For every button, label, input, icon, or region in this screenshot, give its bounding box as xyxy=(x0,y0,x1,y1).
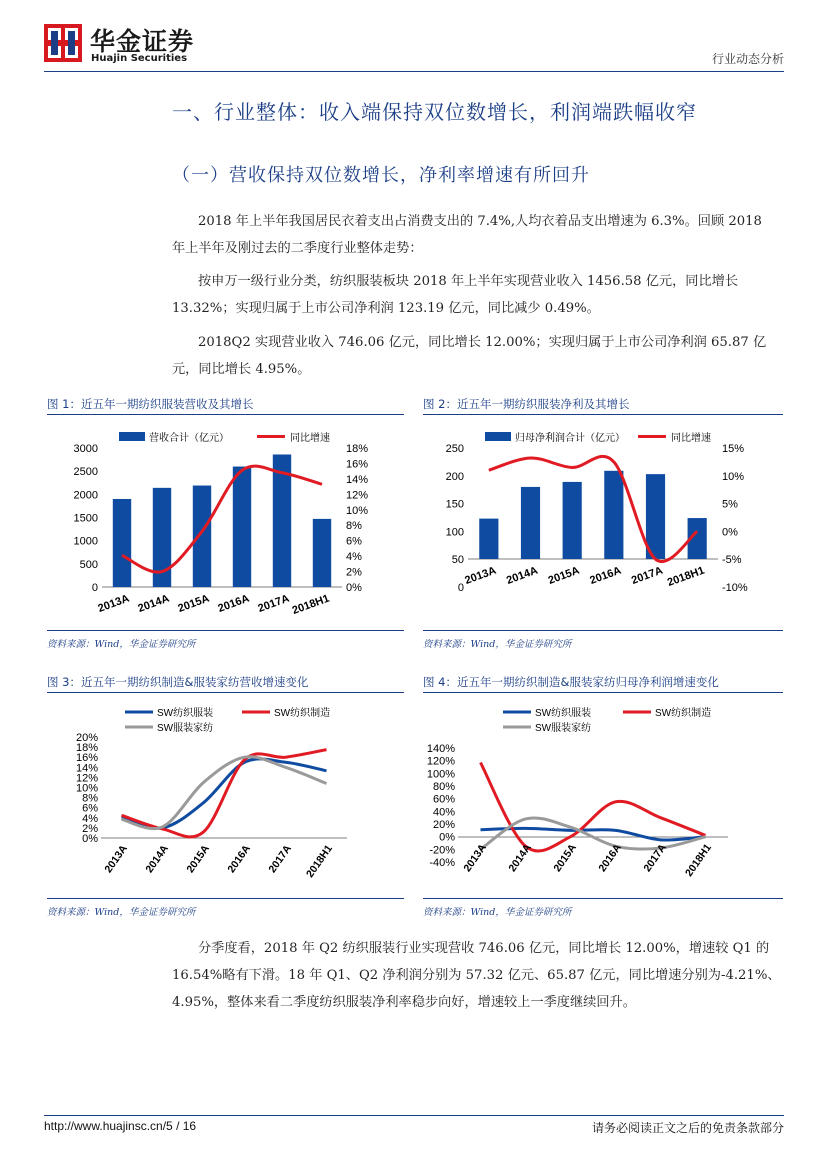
figure-1-source: 资料来源：Wind，华金证券研究所 xyxy=(47,639,196,650)
footer-disclaimer: 请务必阅读正文之后的免责条款部分 xyxy=(591,1121,784,1135)
category-label: 2016A xyxy=(588,564,623,587)
y-tick-label: 2% xyxy=(82,822,98,835)
figure-2-source: 资料来源：Wind，华金证券研究所 xyxy=(423,639,572,650)
left-tick-label: 50 xyxy=(451,554,464,567)
y-tick-label: 20% xyxy=(432,819,455,831)
left-tick-label: 0 xyxy=(457,582,464,594)
figure-4-rule xyxy=(423,692,783,693)
paragraph-line: 2018Q2 实现营业收入 746.06 亿元，同比增长 12.00%；实现归属于上市公司净利润 65.87 亿 xyxy=(198,335,767,350)
category-label: 2016A xyxy=(596,841,624,875)
y-tick-label: 4% xyxy=(82,812,98,825)
bar-2018H1 xyxy=(313,519,331,587)
right-tick-label: 6% xyxy=(346,535,362,548)
figure-2-chart xyxy=(423,418,783,628)
category-label: 2015A xyxy=(546,564,582,587)
page-header xyxy=(44,22,784,70)
legend-bar-swatch xyxy=(485,432,511,441)
paragraph-line: 2018 年上半年我国居民衣着支出占消费支出的 7.4%,人均衣着品支出增速为 6.3%。回顾 2018 xyxy=(198,214,762,229)
y-tick-label: 80% xyxy=(432,781,455,793)
category-label: 2015A xyxy=(184,842,212,876)
legend-label: SW纺织制造 xyxy=(274,708,331,719)
paragraph-line: 16.54%略有下滑。18 年 Q1、Q2 净利润分别为 57.32 亿元、65.87 亿元，同比增速分别为-4.21%、 xyxy=(172,968,781,983)
growth-line xyxy=(122,466,322,572)
legend-label: SW纺织服装 xyxy=(535,708,592,719)
section-heading: 一、行业整体：收入端保持双位数增长，利润端跌幅收窄 xyxy=(172,100,697,124)
legend-label: SW服装家纺 xyxy=(535,723,592,734)
right-tick-label: 0% xyxy=(722,526,738,539)
category-label: 2017A xyxy=(256,592,292,615)
right-tick-label: 4% xyxy=(346,551,362,564)
bar-2015A xyxy=(193,486,211,587)
figure-3-rule xyxy=(47,692,404,693)
bar-2016A xyxy=(233,467,251,587)
category-label: 2018H1 xyxy=(683,841,714,879)
y-tick-label: 60% xyxy=(432,793,455,806)
right-tick-label: 16% xyxy=(346,458,369,471)
figure-2-bottom-rule xyxy=(423,630,783,631)
category-label: 2013A xyxy=(461,841,489,875)
category-label: 2017A xyxy=(629,564,665,587)
category-label: 2015A xyxy=(551,841,579,875)
category-label: 2016A xyxy=(216,592,252,615)
left-tick-label: 2000 xyxy=(73,489,98,502)
category-label: 2014A xyxy=(136,592,172,615)
category-label: 2013A xyxy=(463,564,498,587)
figure-3-title: 图 3：近五年一期纺织制造&服装家纺营收增速变化 xyxy=(47,675,309,689)
paragraph-line: 按申万一级行业分类，纺织服装板块 2018 年上半年实现营业收入 1456.58 亿元，同比增长 xyxy=(198,274,739,289)
category-label: 2014A xyxy=(143,842,171,876)
y-tick-label: 12% xyxy=(75,772,98,785)
legend-line-label: 同比增速 xyxy=(671,433,711,444)
header-divider xyxy=(44,71,784,72)
paragraph-line: 4.95%，整体来看二季度纺织服装净利率稳步向好，增速较上一季度继续回升。 xyxy=(172,995,636,1010)
paragraph-1 xyxy=(172,208,784,262)
left-tick-label: 2500 xyxy=(73,466,98,479)
left-tick-label: 100 xyxy=(445,526,464,539)
right-tick-label: 10% xyxy=(346,504,369,517)
right-tick-label: 10% xyxy=(722,470,745,483)
y-tick-label: 20% xyxy=(75,732,98,744)
left-tick-label: 250 xyxy=(445,443,464,455)
right-tick-label: 15% xyxy=(722,443,745,455)
y-tick-label: 40% xyxy=(432,806,455,819)
paragraph-line: 13.32%；实现归属于上市公司净利润 123.19 亿元，同比减少 0.49%。 xyxy=(172,301,600,316)
y-tick-label: 6% xyxy=(82,802,98,815)
left-tick-label: 3000 xyxy=(73,443,98,455)
figure-2-rule xyxy=(423,414,783,415)
right-tick-label: -5% xyxy=(722,554,742,567)
legend-bar-swatch xyxy=(119,432,145,441)
paragraph-line: 年上半年及刚过去的二季度行业整体走势： xyxy=(172,241,423,256)
left-tick-label: 500 xyxy=(79,558,98,571)
left-tick-label: 1500 xyxy=(73,512,98,525)
category-label: 2014A xyxy=(506,841,534,875)
right-tick-label: 12% xyxy=(346,489,369,502)
figure-1-rule xyxy=(47,414,404,415)
bar-2013A xyxy=(113,499,131,587)
y-tick-label: -20% xyxy=(429,844,455,857)
figure-3-source: 资料来源：Wind，华金证券研究所 xyxy=(47,907,196,918)
category-label: 2013A xyxy=(102,842,130,876)
figure-2-title: 图 2：近五年一期纺织服装净利及其增长 xyxy=(423,397,630,411)
huajin-logo-icon xyxy=(44,24,82,62)
y-tick-label: 16% xyxy=(75,752,98,765)
bar-2015A xyxy=(563,482,582,559)
y-tick-label: 8% xyxy=(82,792,98,805)
category-label: 2017A xyxy=(641,841,669,875)
left-tick-label: 0 xyxy=(91,582,98,594)
brand-name-en: Huajin Securities xyxy=(91,53,188,64)
paragraph-3 xyxy=(172,329,784,383)
bar-2016A xyxy=(604,471,623,559)
brand-name-cn: 华金证券 xyxy=(90,27,195,56)
category-label: 2016A xyxy=(225,842,253,876)
right-tick-label: 14% xyxy=(346,473,369,486)
figure-3-chart xyxy=(47,696,404,896)
legend-label: SW服装家纺 xyxy=(157,723,214,734)
legend-bar-label: 营收合计（亿元） xyxy=(149,433,229,444)
paragraph-line: 元，同比增长 4.95%。 xyxy=(172,362,311,377)
category-label: 2018H1 xyxy=(290,592,332,618)
legend-bar-label: 归母净利润合计（亿元） xyxy=(515,433,625,444)
right-tick-label: 2% xyxy=(346,566,362,579)
category-label: 2018H1 xyxy=(304,842,335,880)
right-tick-label: 0% xyxy=(346,582,362,594)
right-tick-label: 8% xyxy=(346,520,362,533)
category-label: 2013A xyxy=(96,592,132,615)
figure-4-source: 资料来源：Wind，华金证券研究所 xyxy=(423,907,572,918)
figure-4-chart xyxy=(423,696,783,896)
category-label: 2017A xyxy=(266,842,294,876)
paragraph-line: 分季度看，2018 年 Q2 纺织服装行业实现营收 746.06 亿元，同比增长 12.00%，增速较 Q1 的 xyxy=(198,941,770,956)
figure-1-title: 图 1：近五年一期纺织服装营收及其增长 xyxy=(47,397,254,411)
right-tick-label: 18% xyxy=(346,443,369,455)
figure-3-bottom-rule xyxy=(47,898,404,899)
y-tick-label: 140% xyxy=(426,743,455,755)
figure-1-chart xyxy=(47,418,404,628)
bar-2014A xyxy=(521,487,540,559)
y-tick-label: 0% xyxy=(439,831,455,844)
subsection-heading: （一）营收保持双位数增长，净利率增速有所回升 xyxy=(172,165,590,186)
growth-line xyxy=(489,456,697,561)
y-tick-label: 10% xyxy=(75,782,98,795)
left-tick-label: 1000 xyxy=(73,535,98,548)
figure-1-bottom-rule xyxy=(47,630,404,631)
y-tick-label: 120% xyxy=(426,755,455,768)
footer-url-page[interactable]: http://www.huajinsc.cn/5 / 16 xyxy=(44,1119,197,1133)
paragraph-2 xyxy=(172,268,784,322)
legend-line-label: 同比增速 xyxy=(290,433,330,444)
figure-4-title: 图 4：近五年一期纺织制造&服装家纺归母净利润增速变化 xyxy=(423,675,719,689)
y-tick-label: 14% xyxy=(75,762,98,775)
y-tick-label: -40% xyxy=(429,857,455,869)
figure-4-bottom-rule xyxy=(423,898,783,899)
y-tick-label: 18% xyxy=(75,742,98,755)
y-tick-label: 100% xyxy=(426,768,455,781)
footer-divider xyxy=(44,1115,784,1116)
legend-label: SW纺织制造 xyxy=(655,708,712,719)
left-tick-label: 200 xyxy=(445,470,464,483)
category-label: 2014A xyxy=(504,564,540,587)
report-type: 行业动态分析 xyxy=(711,52,784,66)
legend-label: SW纺织服装 xyxy=(157,708,214,719)
bar-2013A xyxy=(479,519,498,559)
right-tick-label: 5% xyxy=(722,498,738,511)
category-label: 2018H1 xyxy=(665,564,707,590)
left-tick-label: 150 xyxy=(445,498,464,511)
category-label: 2015A xyxy=(176,592,212,615)
paragraph-4 xyxy=(172,935,784,1016)
y-tick-label: 0% xyxy=(82,833,98,845)
right-tick-label: -10% xyxy=(722,582,748,594)
